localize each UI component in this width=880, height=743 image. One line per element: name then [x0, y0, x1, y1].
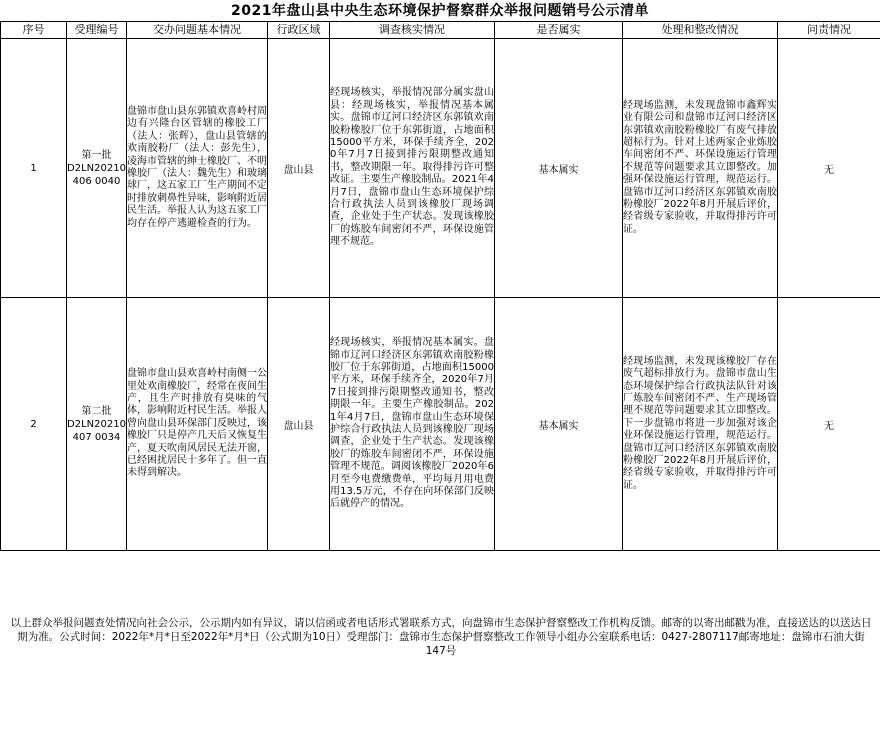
row-batch: 第二批	[81, 405, 112, 417]
row-issue: 盘锦市盘山县东郭镇欢喜岭村周边有兴隆台区管辖的橡胶工厂（法人：张辉），盘山县管辖的欢南胶粉厂（法人：彭先生），凌海市管辖的绅士橡胶厂、不明橡胶厂（法人：魏先生）和玻璃球厂，这五家工厂生产期间不定时排放刺鼻性异味，影响附近居民生活。举报人认为这五家工厂均存在停产逃避检查的行为。	[127, 39, 268, 298]
row-investigation: 经现场核实，举报情况基本属实。盘锦市辽河口经济区东郭镇欢南胶粉橡胶厂位于东郭街道，占地面积15000平方米，环保手续齐全，2020年7月7日接到排污限期整改通知书，整改期限一年。主要生产橡胶制品。2021年4月7日，盘锦市盘山生态环境保护综合行政执法人员到该橡胶厂现场调查，企业处于生产状态。发现该橡胶厂的炼胶车间密闭不严，环保设施管理不规范。调阅该橡胶厂2020年6月至今电费缴费单，平均每月用电费用13.5万元，不存在向环保部门反映后就停产的情况。	[330, 298, 495, 551]
row-rectification: 经现场监测，未发现盘锦市鑫辉实业有限公司和盘锦市辽河口经济区东郭镇欢南胶粉橡胶厂有废气排放超标行为。针对上述两家企业炼胶车间密闭不严、环保设施运行管理不规范等问题要求其立即整改。加强环保设施运行管理，规范运行。盘锦市辽河口经济区东郭镇欢南胶粉橡胶厂2022年8月开展后评价，经省级专家验收，并取得排污许可证。	[623, 39, 778, 298]
row-accountability: 无	[778, 39, 880, 298]
header-investigation: 调查核实情况	[330, 22, 495, 39]
row-no: 1	[1, 39, 67, 298]
table-header-row	[1, 22, 880, 39]
header-region: 行政区域	[268, 22, 330, 39]
row-verified: 基本属实	[495, 298, 623, 551]
table-row	[1, 39, 880, 298]
footer-text: 以上群众举报问题查处情况向社会公示，公示期内如有异议，请以信函或者电话形式署联系方式，向盘锦市生态保护督察整改工作机构反馈。邮寄的以寄出邮戳为准，直接送达的以送达日期为准。公式时间：2022年*月*日至2022年*月*日（公式期为10日）受理部门：盘锦市生态保护督察整改工作领导小组办公室联系电话：0427-2807117邮寄地址：盘锦市石油大街147号	[10, 617, 872, 657]
row-code-cell	[67, 39, 127, 298]
row-issue: 盘锦市盘山县欢喜岭村南侧一公里处欢南橡胶厂，经常在夜间生产，且生产时排放有臭味的气体，影响附近村民生活。举报人曾向盘山县环保部门反映过，该橡胶厂只是停产几天后又恢复生产，夏天吹南风居民无法开窗，已经困扰居民十多年了。但一直未得到解决。	[127, 298, 268, 551]
footer-notice	[0, 616, 880, 658]
header-rectification: 处理和整改情况	[623, 22, 778, 39]
row-batch: 第一批	[81, 149, 112, 161]
row-accountability: 无	[778, 298, 880, 551]
row-code: D2LN20210407 0034	[67, 418, 126, 443]
header-no: 序号	[1, 22, 67, 39]
report-table	[0, 21, 880, 551]
row-code: D2LN20210406 0040	[67, 162, 126, 187]
header-issue: 交办问题基本情况	[127, 22, 268, 39]
row-investigation: 经现场核实，举报情况部分属实盘山县：经现场核实，举报情况基本属实。盘锦市辽河口经济区东郭镇欢南胶粉橡胶厂位于东郭街道，占地面积15000平方米，环保手续齐全，2020年7月7日接到排污限期整改通知书，整改期限一年。取得排污许可整改证。主要生产橡胶制品。2021年4月7日，盘锦市盘山生态环境保护综合行政执法人员到该橡胶厂现场调查，企业处于生产状态。发现该橡胶厂的炼胶车间密闭不严，环保设施管理不规范。	[330, 39, 495, 298]
header-code: 受理编号	[67, 22, 127, 39]
row-no: 2	[1, 298, 67, 551]
table-row	[1, 298, 880, 551]
header-accountability: 问责情况	[778, 22, 880, 39]
row-code-cell	[67, 298, 127, 551]
page-title: 2021年盘山县中央生态环境保护督察群众举报问题销号公示清单	[231, 3, 649, 19]
header-verified: 是否属实	[495, 22, 623, 39]
row-verified: 基本属实	[495, 39, 623, 298]
row-region: 盘山县	[268, 39, 330, 298]
row-rectification: 经现场监测，未发现该橡胶厂存在废气超标排放行为。盘锦市盘山生态环境保护综合行政执法队针对该厂炼胶车间密闭不严、生产现场管理不规范等问题要求其立即整改。下一步盘锦市将进一步加强对该企业环保设施运行管理，规范运行。盘锦市辽河口经济区东郭镇欢南胶粉橡胶厂2022年8月开展后评价，经省级专家验收，并取得排污许可证。	[623, 298, 778, 551]
row-region: 盘山县	[268, 298, 330, 551]
